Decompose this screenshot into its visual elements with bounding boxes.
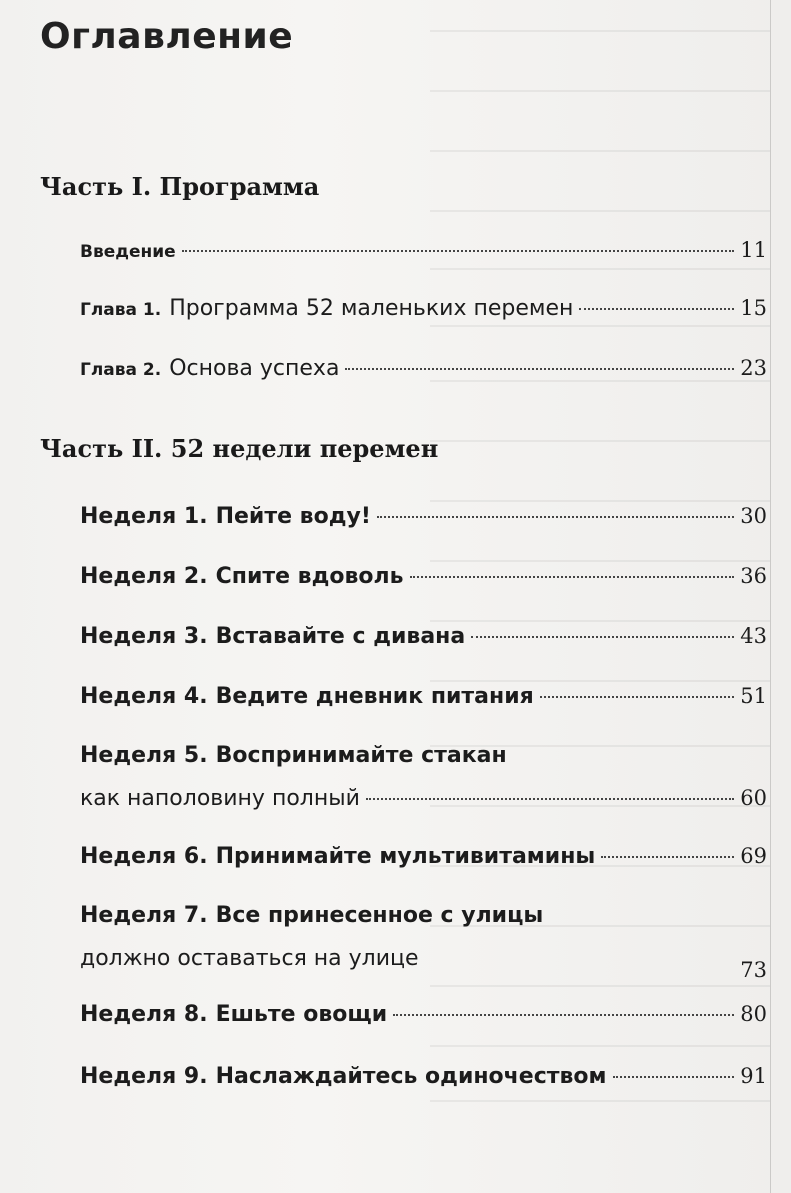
entry-label: Неделя 2. <box>80 564 208 589</box>
leader-dots <box>540 696 734 698</box>
toc-entry-week-1[interactable] <box>80 498 767 535</box>
toc-entry-chapter-1[interactable] <box>80 290 767 328</box>
entry-title-continuation: как наполовину полный <box>80 786 360 811</box>
page-number: 73 <box>740 958 767 982</box>
leader-dots <box>601 856 734 858</box>
entry-label: Неделя 8. <box>80 1002 208 1027</box>
toc-entry-introduction[interactable] <box>80 232 767 270</box>
page-number: 30 <box>740 504 767 528</box>
page-number: 69 <box>740 844 767 868</box>
toc-entry-chapter-2[interactable] <box>80 350 767 388</box>
leader-dots <box>345 368 734 370</box>
leader-dots <box>182 250 735 252</box>
entry-label: Неделя 6. <box>80 844 208 869</box>
page-number: 60 <box>740 786 767 810</box>
page-number: 51 <box>740 684 767 708</box>
leader-dots <box>613 1076 735 1078</box>
entry-label: Неделя 9. <box>80 1064 208 1089</box>
page-edge <box>770 0 771 1193</box>
toc-entry-week-2[interactable] <box>80 558 767 595</box>
entry-label: Введение <box>80 242 176 262</box>
entry-title: Спите вдоволь <box>215 564 404 589</box>
leader-dots <box>377 516 734 518</box>
entry-label: Глава 1. <box>80 300 162 320</box>
page-title: Оглавление <box>40 16 294 57</box>
page-number: 36 <box>740 564 767 588</box>
entry-label: Неделя 4. <box>80 684 208 709</box>
entry-title: Пейте воду! <box>215 504 371 529</box>
leader-dots <box>579 308 734 310</box>
entry-title: Наслаждайтесь одиночеством <box>215 1064 607 1089</box>
entry-title: Принимайте мультивитамины <box>215 844 596 869</box>
entry-title: Программа 52 маленьких перемен <box>169 296 574 321</box>
entry-title: Основа успеха <box>169 356 340 381</box>
page-number: 80 <box>740 1002 767 1026</box>
entry-title: Ешьте овощи <box>215 1002 388 1027</box>
toc-entry-week-4[interactable] <box>80 678 767 715</box>
page-number: 11 <box>740 238 767 262</box>
entry-title: Ведите дневник питания <box>215 684 534 709</box>
entry-label: Глава 2. <box>80 360 162 380</box>
entry-title-continuation: должно оставаться на улице <box>80 946 419 971</box>
entry-label: Неделя 7. <box>80 903 208 928</box>
entry-title: Воспринимайте стакан <box>215 743 507 768</box>
toc-entry-week-3[interactable] <box>80 618 767 655</box>
leader-dots <box>393 1014 734 1016</box>
part-heading-2: Часть II. 52 недели перемен <box>40 434 439 463</box>
leader-dots <box>410 576 735 578</box>
part-heading-1: Часть I. Программа <box>40 172 320 201</box>
toc-entry-week-5[interactable] <box>80 738 767 817</box>
leader-dots <box>471 636 734 638</box>
entry-label: Неделя 5. <box>80 743 208 768</box>
page-number: 43 <box>740 624 767 648</box>
leader-dots <box>366 798 734 800</box>
toc-entry-week-8[interactable] <box>80 996 767 1033</box>
toc-entry-week-9[interactable] <box>80 1058 767 1095</box>
page-number: 23 <box>740 356 767 380</box>
entry-label: Неделя 3. <box>80 624 208 649</box>
entry-title: Вставайте с дивана <box>215 624 466 649</box>
entry-label: Неделя 1. <box>80 504 208 529</box>
toc-entry-week-7[interactable] <box>80 898 767 982</box>
toc-entry-week-6[interactable] <box>80 838 767 875</box>
page-number: 91 <box>740 1064 767 1088</box>
page-number: 15 <box>740 296 767 320</box>
entry-title: Все принесенное с улицы <box>215 903 544 928</box>
